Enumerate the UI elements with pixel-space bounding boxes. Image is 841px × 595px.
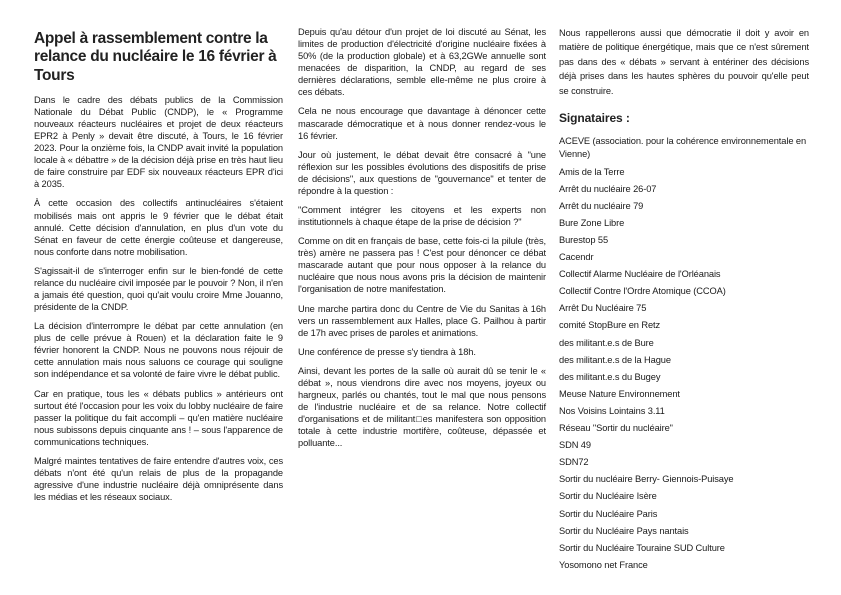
list-item: SDN 49 <box>559 440 591 451</box>
list-item: Amis de la Terre <box>559 166 625 177</box>
list-item: Bure Zone Libre <box>559 217 625 228</box>
signatories-list <box>559 135 809 574</box>
paragraph: Car en pratique, tous les « débats publics » antérieurs ont surtout été l'occasion pour les voix du lobby nucléaire de faire passer la politique du fait accompli – qu'en matière nucléaire nous subissons depuis cinquante ans ! – sous l'apparence de communications techniques. <box>34 388 283 447</box>
column-3 <box>559 26 809 574</box>
list-item: Nos Voisins Lointains 3.11 <box>559 405 665 416</box>
signatories-heading: Signataires : <box>559 111 630 126</box>
list-item: des militant.e.s de Bure <box>559 337 654 348</box>
list-item: des militant.e.s de la Hague <box>559 354 671 365</box>
list-item: Réseau "Sortir du nucléaire" <box>559 423 673 434</box>
list-item: Burestop 55 <box>559 235 609 245</box>
list-item: Meuse Nature Environnement <box>559 388 680 399</box>
list-item: Sortir du Nucléaire Touraine SUD Culture <box>559 542 725 553</box>
paragraph: "Comment intégrer les citoyens et les experts non institutionnels à chaque étape de la prise de décision ?" <box>298 205 546 228</box>
list-item: Cacendr <box>559 252 594 263</box>
list-item: Sortir du nucléaire Berry- Giennois-Puisaye <box>559 474 734 485</box>
paragraph: Jour où justement, le débat devait être consacré à "une réflexion sur les possibles évolutions des dispositifs de prise de décisions", aux questions de "gouvernance" et tenter de répondre à la question : <box>298 149 546 196</box>
paragraph: À cette occasion des collectifs antinucléaires s'étaient mobilisés mais ont appris le 9 février que le débat était annulé. Cette décision d'annulation, en plus d'un vote du Sénat en faveur de cette énergie coûteuse et dangereuse, nous conforte dans notre mobilisation. <box>34 198 283 257</box>
paragraph: Comme on dit en français de base, cette fois-ci la pilule (très, très) amère ne passera pas ! C'est pour dénoncer ce débat mascarade autant que pour nous opposer à la relance du nucléaire que nous nous avons pris la décision de maintenir l'organisation de notre manifestation. <box>298 236 546 295</box>
paragraph: Nous rappellerons aussi que démocratie il doit y avoir en matière de politique énergétique, mais que ce n'est sûrement pas dans des « débats » servant à entériner des décisions déjà prises dans les hautes sphères du pouvoir qu'elle peut se construire. <box>559 28 809 96</box>
list-item: ACEVE (association. pour la cohérence environnementale en Vienne) <box>559 135 807 159</box>
list-item: Sortir du Nucléaire Pays nantais <box>559 525 689 536</box>
paragraph: Depuis qu'au détour d'un projet de loi discuté au Sénat, les limites de production d'électricité d'origine nucléaire fixées à 50% (de la production globale) et à 63,2GWe annuelle sont menacées de disparition, la CNDP, au regard de ses dernières déclarations, semble elle-même ne plus croire à ces débats. <box>298 27 546 98</box>
paragraph: S'agissait-il de s'interroger enfin sur le bien-fondé de cette relance du nucléaire civil imposée par le pouvoir ? Non, il n'en a jamais été question, quoi qu'ait voulu croire Mme Jouanno, présidente de la CNDP. <box>34 265 283 313</box>
paragraph: Malgré maintes tentatives de faire entendre d'autres voix, ces débats n'ont été qu'un relais de plus de la propagande agressive d'une industrie nucléaire déjà omniprésente dans les médias et les réseaux sociaux. <box>34 455 283 503</box>
article-title: Appel à rassemblement contre la relance du nucléaire le 16 février à Tours <box>34 30 277 84</box>
paragraph: Une marche partira donc du Centre de Vie du Sanitas à 16h vers un rassemblement aux Halles, place G. Pailhou à partir de 17h avec prises de paroles et animations. <box>298 303 546 338</box>
list-item: Collectif Alarme Nucléaire de l'Orléanais <box>559 269 721 280</box>
column-2 <box>298 26 546 456</box>
list-item: Yosomono net France <box>559 559 648 570</box>
paragraph: La décision d'interrompre le débat par cette annulation (en plus de celle prévue à Rouen) et la déclaration faite le 9 février honorent la CNDP. Nous ne pouvons nous réjouir de cette annulation mais nous saluons ce courage qui souligne son indépendance et sa volonté de faire vivre le débat public. <box>34 321 283 380</box>
paragraph: Cela ne nous encourage que davantage à dénoncer cette mascarade démocratique et à nous donner rendez-vous le 16 février. <box>298 106 546 141</box>
list-item: SDN72 <box>559 457 589 468</box>
list-item: Arrêt Du Nucléaire 75 <box>559 303 647 314</box>
list-item: Collectif Contre l'Ordre Atomique (CCOA) <box>559 286 726 297</box>
paragraph: Dans le cadre des débats publics de la Commission Nationale du Débat Public (CNDP), le « Programme nouveaux réacteurs nucléaires et projet de deux réacteurs EPR2 à Penly » devait être discuté, à Tours, le 16 février 2023. Pour la onzième fois, la CNDP avait invité la population locale à « débattre » de la décision déjà prise en très haut lieu de faire construire par EDF six nouveaux réacteurs EPR d'ici à 2035. <box>34 94 283 190</box>
list-item: Arrêt du nucléaire 26-07 <box>559 183 657 194</box>
list-item: Sortir du Nucléaire Paris <box>559 508 658 519</box>
list-item: comité StopBure en Retz <box>559 320 661 331</box>
paragraph: Ainsi, devant les portes de la salle où aurait dû se tenir le « débat », nous viendrons dire avec nos moyens, joyeux ou hargneux, parlés ou chantés, tout le mal que nous pensons de l'industrie nucléaire et de sa relance. Notre collectif d'organisations et de militant□es manifestera son opposition totale à cette industrie mortifère, coûteuse, dépassée et polluante... <box>298 365 546 449</box>
list-item: Sortir du Nucléaire Isère <box>559 491 657 502</box>
paragraph: Une conférence de presse s'y tiendra à 18h. <box>298 346 476 357</box>
list-item: des militant.e.s du Bugey <box>559 371 661 382</box>
column-1 <box>34 30 283 510</box>
list-item: Arrêt du nucléaire 79 <box>559 200 644 211</box>
